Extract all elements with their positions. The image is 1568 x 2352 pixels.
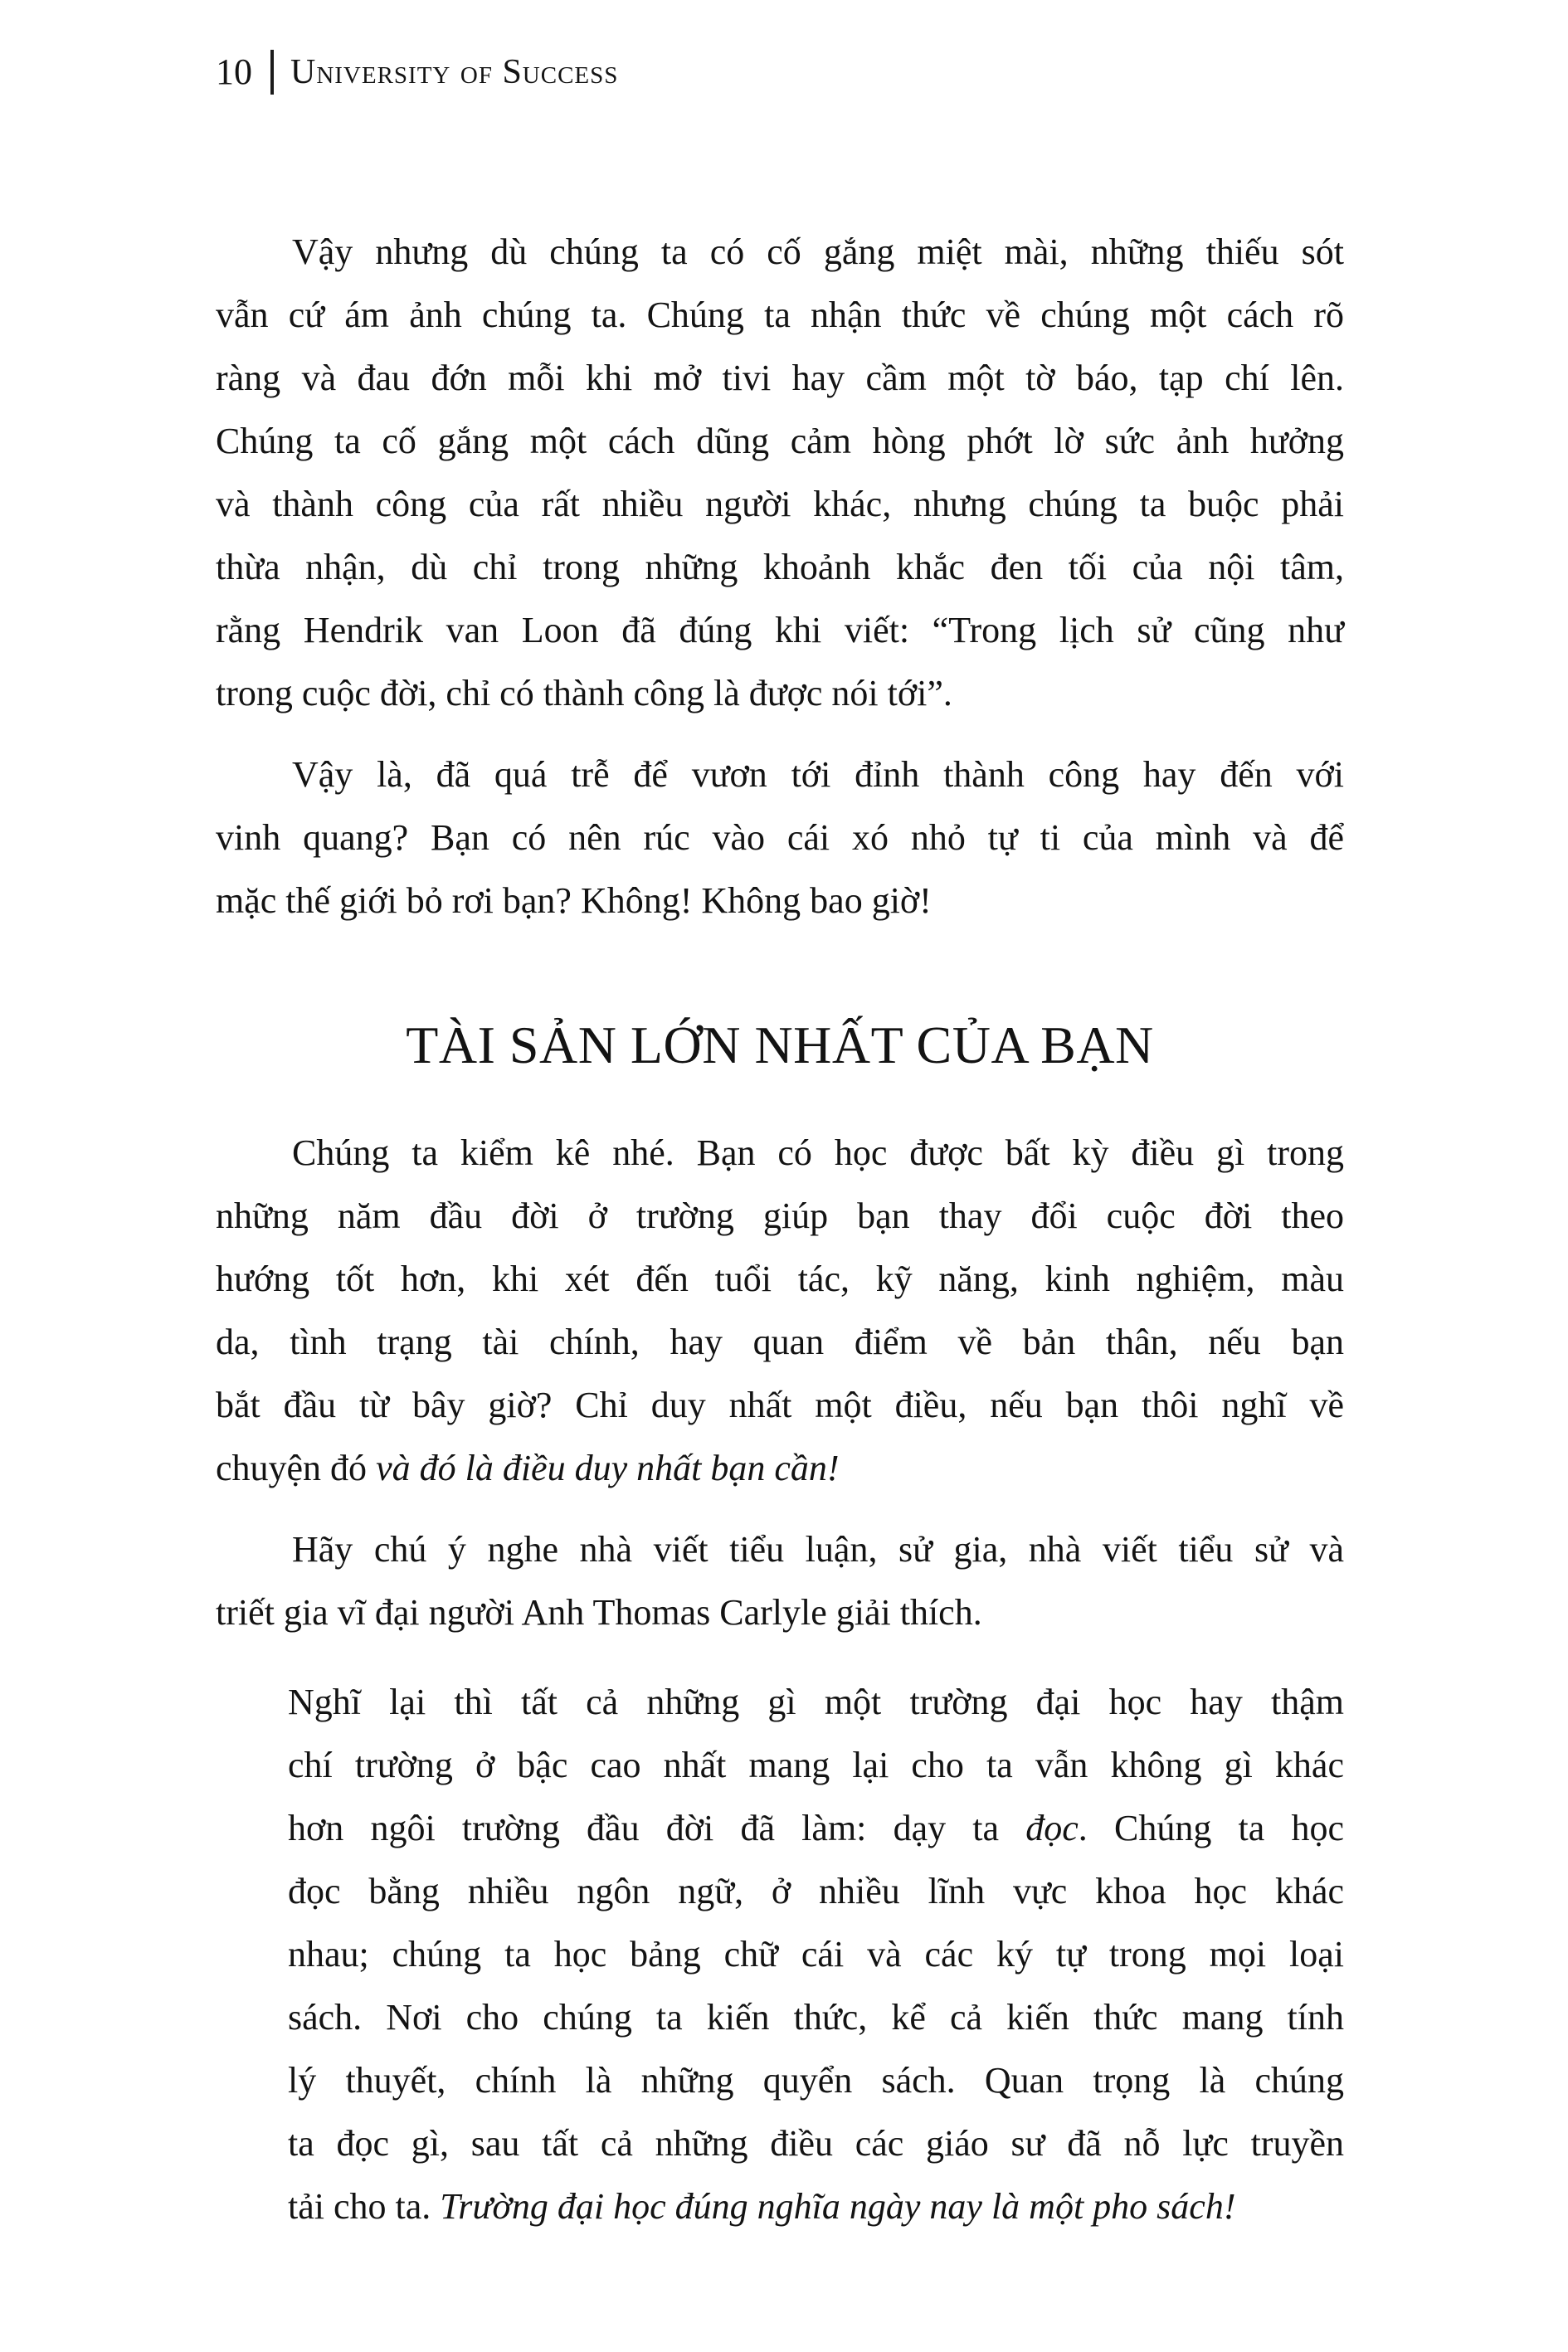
line-text: Nghĩ lại thì tất cả những gì một trường đại học hay thậm	[288, 1682, 1344, 1722]
line-text: chuyện đó	[216, 1448, 377, 1488]
text-line	[216, 1374, 1344, 1437]
text-line	[216, 1248, 1344, 1311]
text-line	[288, 1797, 1344, 1860]
line-text: da, tình trạng tài chính, hay quan điểm về bản thân, nếu bạn	[216, 1322, 1344, 1362]
text-line	[216, 1581, 1344, 1644]
line-text: nhau; chúng ta học bảng chữ cái và các ký tự trong mọi loại	[288, 1934, 1344, 1975]
line-text: đọc bằng nhiều ngôn ngữ, ở nhiều lĩnh vực khoa học khác	[288, 1871, 1344, 1911]
line-text: sách. Nơi cho chúng ta kiến thức, kể cả kiến thức mang tính	[288, 1997, 1344, 2038]
text-line	[288, 1671, 1344, 1734]
line-text: trong cuộc đời, chỉ có thành công là được nói tới”.	[216, 673, 952, 713]
line-text: mặc thế giới bỏ rơi bạn? Không! Không bao giờ!	[216, 880, 932, 921]
book-title: University of Success	[290, 53, 619, 91]
line-text: triết gia vĩ đại người Anh Thomas Carlyle giải thích.	[216, 1592, 982, 1633]
paragraph-1	[216, 221, 1344, 725]
paragraph-3	[216, 1122, 1344, 1500]
line-text: rằng Hendrik van Loon đã đúng khi viết: “Trong lịch sử cũng như	[216, 610, 1344, 650]
page-number: 10	[216, 51, 252, 92]
text-line	[216, 410, 1344, 473]
text-line	[216, 1185, 1344, 1248]
text-line	[288, 2175, 1344, 2238]
line-text: vẫn cứ ám ảnh chúng ta. Chúng ta nhận thức về chúng một cách rõ	[216, 295, 1344, 335]
header-divider	[270, 50, 274, 95]
section-heading: TÀI SẢN LỚN NHẤT CỦA BẠN	[406, 1015, 1154, 1074]
paragraph-2	[216, 743, 1344, 933]
line-text: Chúng ta kiểm kê nhé. Bạn có học được bất kỳ điều gì trong	[292, 1132, 1344, 1173]
line-text: và thành công của rất nhiều người khác, nhưng chúng ta buộc phải	[216, 484, 1344, 524]
line-text: Vậy là, đã quá trễ để vươn tới đỉnh thành công hay đến với	[292, 754, 1344, 795]
text-line	[216, 869, 1344, 933]
line-text-italic: Trường đại học đúng nghĩa ngày nay là một pho sách!	[440, 2186, 1236, 2227]
line-text: . Chúng ta học	[1078, 1808, 1344, 1848]
page-header	[216, 50, 1344, 95]
paragraph-4	[216, 1518, 1344, 1644]
line-text: hướng tốt hơn, khi xét đến tuổi tác, kỹ năng, kinh nghiệm, màu	[216, 1259, 1344, 1299]
line-text: Chúng ta cố gắng một cách dũng cảm hòng phớt lờ sức ảnh hưởng	[216, 421, 1344, 461]
text-line	[288, 1860, 1344, 1923]
text-line	[288, 2112, 1344, 2175]
text-line	[288, 1734, 1344, 1797]
line-text: ràng và đau đớn mỗi khi mở tivi hay cầm một tờ báo, tạp chí lên.	[216, 358, 1344, 398]
line-text-italic: và đó là điều duy nhất bạn cần!	[376, 1448, 840, 1488]
text-line	[216, 599, 1344, 662]
text-line	[288, 1923, 1344, 1986]
text-line	[216, 662, 1344, 725]
text-line	[216, 221, 1344, 284]
text-line	[216, 347, 1344, 410]
text-line	[216, 284, 1344, 347]
text-line	[216, 473, 1344, 536]
text-line	[216, 1518, 1344, 1581]
line-text: tải cho ta.	[288, 2186, 441, 2227]
text-line	[216, 1311, 1344, 1374]
line-text: thừa nhận, dù chỉ trong những khoảnh khắc đen tối của nội tâm,	[216, 547, 1344, 587]
line-text: bắt đầu từ bây giờ? Chỉ duy nhất một điều, nếu bạn thôi nghĩ về	[216, 1385, 1344, 1425]
text-line	[216, 743, 1344, 806]
line-text: vinh quang? Bạn có nên rúc vào cái xó nhỏ tự ti của mình và để	[216, 817, 1344, 858]
text-line	[216, 806, 1344, 869]
line-text: ta đọc gì, sau tất cả những điều các giáo sư đã nỗ lực truyền	[288, 2123, 1344, 2164]
text-line	[216, 1122, 1344, 1185]
line-text: hơn ngôi trường đầu đời đã làm: dạy ta	[288, 1808, 1026, 1848]
block-quote	[216, 1671, 1344, 2238]
line-text: Hãy chú ý nghe nhà viết tiểu luận, sử gia, nhà viết tiểu sử và	[292, 1529, 1344, 1570]
text-line	[288, 1986, 1344, 2049]
text-line	[288, 2049, 1344, 2112]
line-text: lý thuyết, chính là những quyển sách. Quan trọng là chúng	[288, 2060, 1344, 2101]
line-text-italic: đọc	[1025, 1808, 1079, 1848]
text-line	[216, 536, 1344, 599]
line-text: chí trường ở bậc cao nhất mang lại cho ta vẫn không gì khác	[288, 1745, 1344, 1785]
line-text: Vậy nhưng dù chúng ta có cố gắng miệt mài, những thiếu sót	[292, 231, 1344, 272]
line-text: những năm đầu đời ở trường giúp bạn thay đổi cuộc đời theo	[216, 1195, 1344, 1236]
text-line	[216, 1437, 1344, 1500]
